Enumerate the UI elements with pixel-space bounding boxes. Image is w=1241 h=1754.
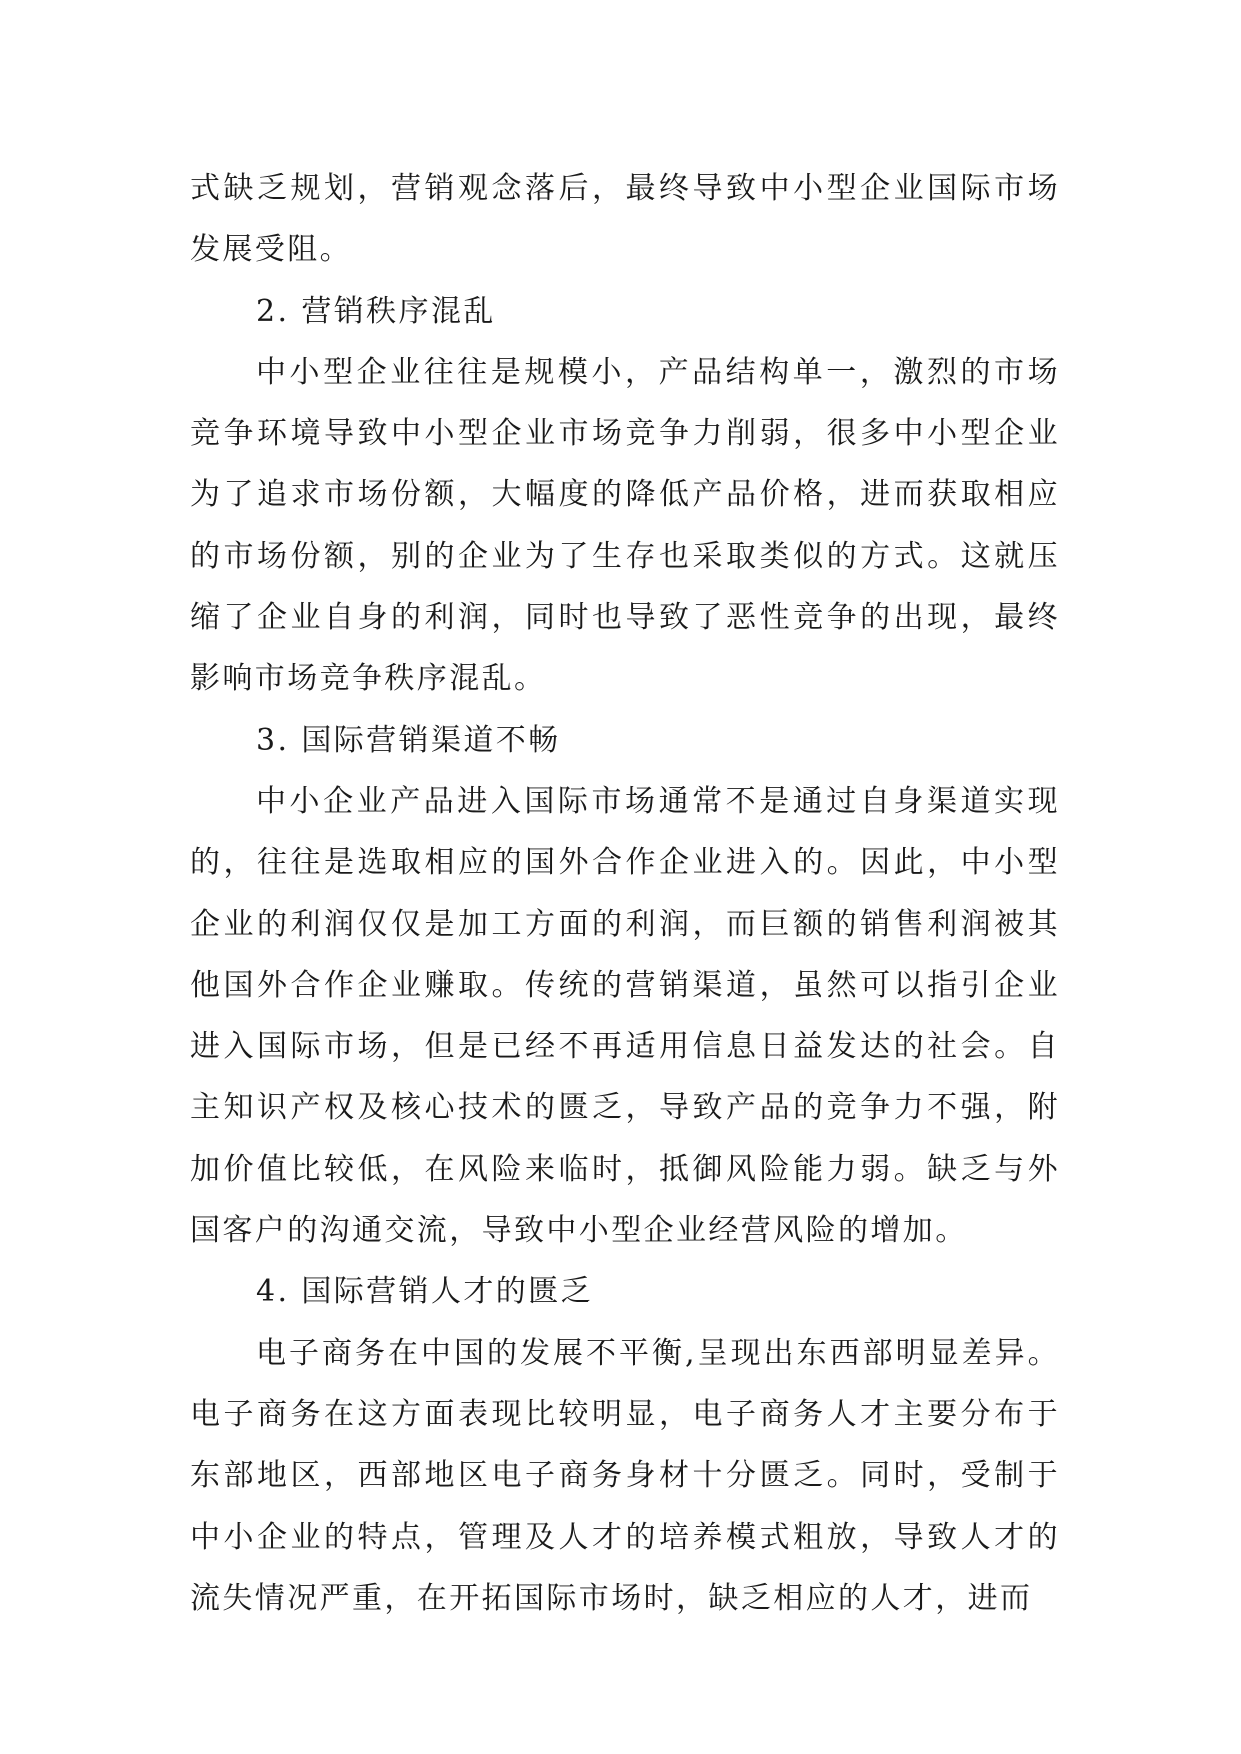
section-paragraph-2: 中小型企业往往是规模小，产品结构单一，激烈的市场竞争环境导致中小型企业市场竞争力削弱，很多中小型企业为了追求市场份额，大幅度的降低产品价格，进而获取相应的市场份额，别的企业为了生存也采取类似的方式。这就压缩了企业自身的利润，同时也导致了恶性竞争的出现，最终影响市场竞争秩序混乱。 [190,354,1060,697]
continued-paragraph: 式缺乏规划，营销观念落后，最终导致中小型企业国际市场发展受阻。 [190,171,1060,268]
section-paragraph-4: 电子商务在中国的发展不平衡,呈现出东西部明显差异。电子商务在这方面表现比较明显，电子商务人才主要分布于东部地区，西部地区电子商务身材十分匮乏。同时，受制于中小企业的特点，管理及人才的培养模式粗放，导致人才的流失情况严重，在开拓国际市场时，缺乏相应的人才，进而 [190,1335,1060,1616]
section-paragraph-3: 中小企业产品进入国际市场通常不是通过自身渠道实现的，往往是选取相应的国外合作企业进入的。因此，中小型企业的利润仅仅是加工方面的利润，而巨额的销售利润被其他国外合作企业赚取。传统的营销渠道，虽然可以指引企业进入国际市场，但是已经不再适用信息日益发达的社会。自主知识产权及核心技术的匮乏，导致产品的竞争力不强，附加价值比较低，在风险来临时，抵御风险能力弱。缺乏与外国客户的沟通交流，导致中小型企业经营风险的增加。 [190,783,1060,1249]
section-heading-4: 4. 国际营销人才的匮乏 [256,1274,593,1310]
section-heading-3: 3. 国际营销渠道不畅 [256,722,561,758]
document-body [190,158,1060,1629]
section-heading-2: 2. 营销秩序混乱 [256,293,496,329]
